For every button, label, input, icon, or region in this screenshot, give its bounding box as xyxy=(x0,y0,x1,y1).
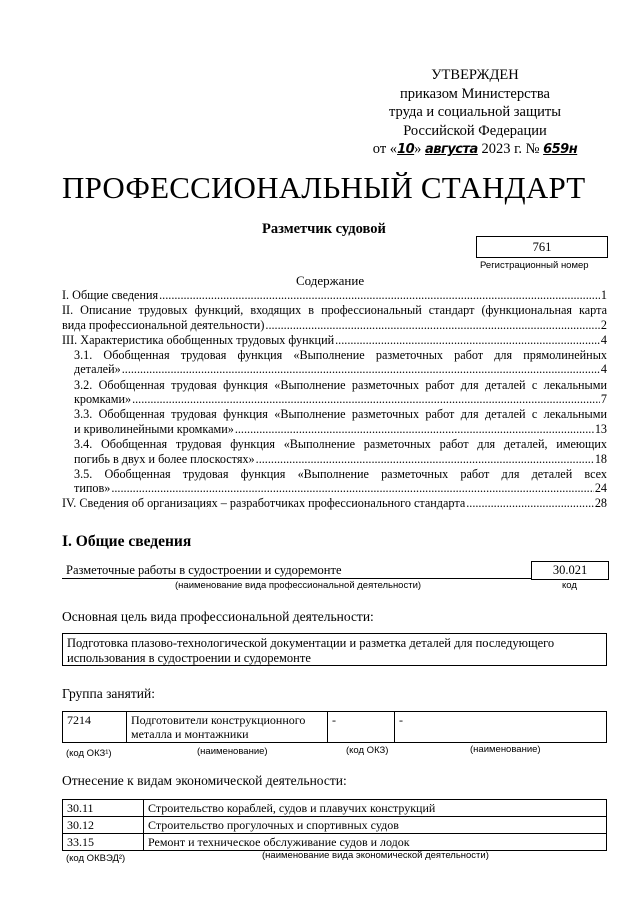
standard-subtitle: Разметчик судовой xyxy=(262,221,386,237)
toc-item[interactable]: I. Общие сведения ..... 1 xyxy=(62,288,607,303)
code-caption: код xyxy=(562,580,577,591)
table-of-contents xyxy=(62,288,607,511)
section-heading: I. Общие сведения xyxy=(62,533,192,550)
activity-type-caption: (наименование вида профессиональной деятельности) xyxy=(175,580,422,591)
econ-code-cell: 33.15 xyxy=(63,834,144,851)
approval-line: приказом Министерства xyxy=(400,85,550,102)
table-row xyxy=(63,817,607,834)
toc-item[interactable]: II. Описание трудовых функций, входящих в профессиональный стандарт (функциональная карта вида профессиональной деятельности) ..... 2 xyxy=(62,303,607,332)
table-row xyxy=(63,712,607,743)
okz2-caption: (код ОКЗ) xyxy=(346,745,389,756)
group-label: Группа занятий: xyxy=(62,686,155,701)
toc-item[interactable]: 3.5. Обобщенная трудовая функция «Выполнение разметочных работ для деталей всех типов» ..... 24 xyxy=(62,467,607,496)
registration-number-label: Регистрационный номер xyxy=(480,260,589,271)
toc-item[interactable]: 3.4. Обобщенная трудовая функция «Выполнение разметочных работ для деталей, имеющих погибь в двух и более плоскостях» ..... 18 xyxy=(62,437,607,466)
group-code2-cell: - xyxy=(328,712,395,743)
econ-code-cell: 30.11 xyxy=(63,800,144,817)
econ-name-cell: Строительство кораблей, судов и плавучих конструкций xyxy=(144,800,607,817)
econ-table xyxy=(62,799,607,851)
okz-caption: (код ОКЗ¹) xyxy=(66,748,112,759)
activity-code-box: 30.021 xyxy=(531,561,609,580)
approval-block xyxy=(360,66,590,160)
econ-name-cell: Ремонт и техническое обслуживание судов и лодок xyxy=(144,834,607,851)
toc-item[interactable]: 3.1. Обобщенная трудовая функция «Выполнение разметочных работ для прямолинейных деталей» ..... 4 xyxy=(62,348,607,377)
approval-date: от «10» августа 2023 г. № 659н xyxy=(372,141,578,157)
econ-label: Отнесение к видам экономической деятельности: xyxy=(62,773,347,788)
toc-item[interactable]: 3.3. Обобщенная трудовая функция «Выполнение разметочных работ для деталей с лекальными и криволинейными кромками» ..... 13 xyxy=(62,407,607,436)
econ-code-cell: 30.12 xyxy=(63,817,144,834)
approval-line: УТВЕРЖДЕН xyxy=(431,67,519,83)
name2-caption: (наименование) xyxy=(470,744,541,755)
group-name2-cell: - xyxy=(395,712,607,743)
goal-label: Основная цель вида профессиональной деятельности: xyxy=(62,609,374,624)
handwritten-month: августа xyxy=(425,142,478,157)
group-name-cell: Подготовители конструкционного металла и монтажники xyxy=(127,712,328,743)
toc-heading: Содержание xyxy=(296,273,365,288)
table-row xyxy=(63,800,607,817)
econ-name-caption: (наименование вида экономической деятельности) xyxy=(262,850,489,861)
name-caption: (наименование) xyxy=(197,746,268,757)
handwritten-number: 659н xyxy=(543,142,578,157)
table-row xyxy=(63,834,607,851)
handwritten-day: 10 xyxy=(397,142,415,157)
page-title: ПРОФЕССИОНАЛЬНЫЙ СТАНДАРТ xyxy=(62,170,586,205)
econ-name-cell: Строительство прогулочных и спортивных судов xyxy=(144,817,607,834)
group-code-cell: 7214 xyxy=(63,712,127,743)
goal-box: Подготовка плазово-технологической документации и разметка деталей для последующего использования в судостроении и судоремонте xyxy=(62,633,607,666)
approval-line: Российской Федерации xyxy=(403,122,547,139)
okved-caption: (код ОКВЭД²) xyxy=(66,853,126,864)
toc-item[interactable]: III. Характеристика обобщенных трудовых функций ..... 4 xyxy=(62,333,607,348)
activity-type-field: Разметочные работы в судостроении и судоремонте xyxy=(62,563,531,579)
group-table xyxy=(62,711,607,743)
toc-item[interactable]: 3.2. Обобщенная трудовая функция «Выполнение разметочных работ для деталей с лекальными кромками» ..... 7 xyxy=(62,378,607,407)
registration-number-box: 761 xyxy=(476,236,608,258)
approval-line: труда и социальной защиты xyxy=(389,104,561,120)
toc-item[interactable]: IV. Сведения об организациях – разработчиках профессионального стандарта ..... 28 xyxy=(62,496,607,511)
